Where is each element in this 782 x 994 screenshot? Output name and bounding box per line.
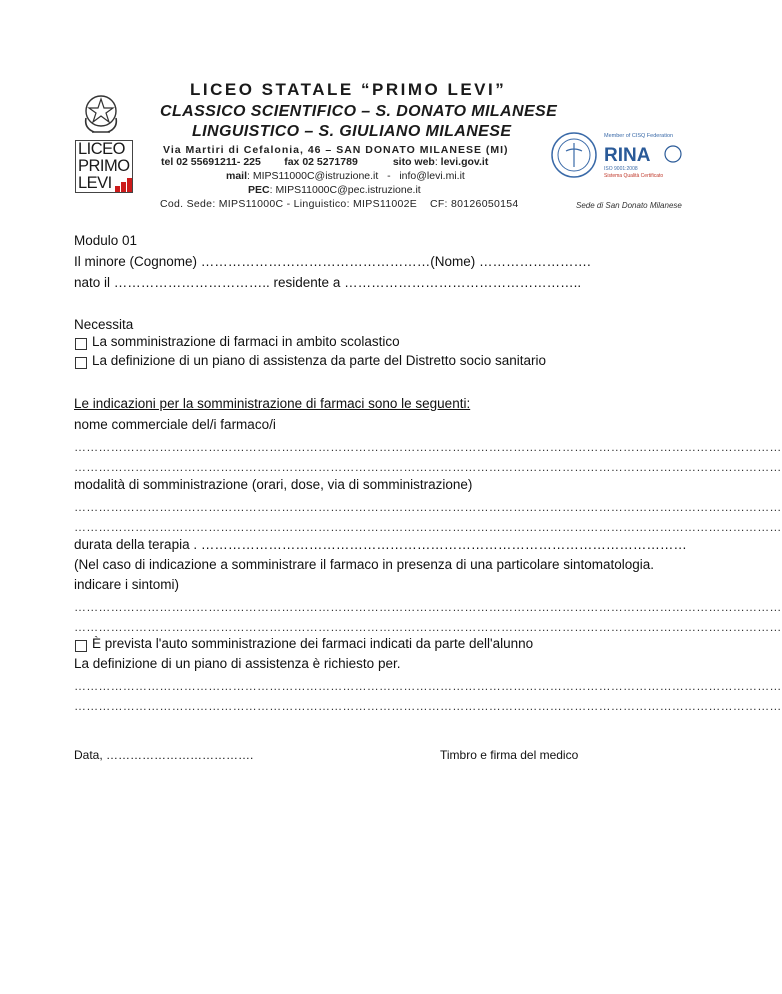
school-logo: LICEO PRIMO LEVI: [75, 140, 135, 194]
republic-emblem-icon: [80, 90, 122, 136]
minor-name-field: Il minore (Cognome) ……………………………………………(Nome) …………………….: [74, 254, 591, 269]
dotted-line: …………………………………………………………………………………………………………………………………………………………: [74, 440, 782, 454]
dotted-line: …………………………………………………………………………………………………………………………………………………………: [74, 699, 782, 713]
mail-line: mail: MIPS11000C@istruzione.it - info@levi.mi.it: [226, 170, 465, 182]
commercial-name-label: nome commerciale del/i farmaco/i: [74, 417, 276, 432]
contact-line: tel 02 55691211- 225 fax 02 5271789 sito web: levi.gov.it: [161, 156, 489, 168]
cert-caption-1: Member of CISQ Federation: [604, 133, 674, 139]
school-line-classico: CLASSICO SCIENTIFICO – S. DONATO MILANESE: [160, 103, 558, 120]
administration-mode-label: modalità di somministrazione (orari, dose, via di somministrazione): [74, 477, 473, 492]
logo-bars-icon: [115, 178, 133, 192]
school-line-linguistico: LINGUISTICO – S. GIULIANO MILANESE: [192, 123, 512, 140]
birth-residence-field: nato il …………………………….. residente a ……………………………………………..: [74, 275, 582, 290]
checkbox-school-administration[interactable]: [75, 338, 87, 350]
school-name: LICEO STATALE “PRIMO LEVI”: [190, 80, 507, 99]
sede-caption: Sede di San Donato Milanese: [576, 201, 682, 210]
module-number: Modulo 01: [74, 233, 138, 248]
checkbox-school-administration-label: La somministrazione di farmaci in ambito scolastico: [92, 334, 400, 349]
checkbox-self-administration-label: È prevista l'auto somministrazione dei farmaci indicati da parte dell'alunno: [92, 636, 534, 651]
school-address: Via Martiri di Cefalonia, 46 – SAN DONATO MILANESE (MI): [163, 144, 509, 156]
dotted-line: …………………………………………………………………………………………………………………………………………………………: [74, 600, 782, 614]
pec-line: PEC: MIPS11000C@pec.istruzione.it: [248, 184, 421, 196]
dotted-line: …………………………………………………………………………………………………………………………………………………………: [74, 500, 782, 514]
plan-requested-label: La definizione di un piano di assistenza è richiesto per.: [74, 656, 401, 671]
doctor-signature-label: Timbro e firma del medico: [440, 748, 579, 762]
indications-heading: Le indicazioni per la somministrazione di farmaci sono le seguenti:: [74, 396, 471, 411]
cert-caption-3: ISO 9001:2008: [604, 166, 638, 172]
dotted-line: …………………………………………………………………………………………………………………………………………………………: [74, 460, 782, 474]
necessita-label: Necessita: [74, 317, 134, 332]
dotted-line: …………………………………………………………………………………………………………………………………………………………: [74, 520, 782, 534]
therapy-duration-field: durata della terapia . ………………………………………………………………………………………………: [74, 537, 687, 552]
dotted-line: …………………………………………………………………………………………………………………………………………………………: [74, 679, 782, 693]
certification-logo: [546, 125, 686, 185]
checkbox-assistance-plan[interactable]: [75, 357, 87, 369]
symptoms-note-1: (Nel caso di indicazione a somministrare il farmaco in presenza di una particolare sintomatologia.: [74, 557, 655, 572]
date-field: Data, ……………………………….: [74, 748, 254, 762]
symptoms-note-2: indicare i sintomi): [74, 577, 180, 592]
cert-rina: RINA: [604, 145, 651, 166]
school-codes: Cod. Sede: MIPS11000C - Linguistico: MIPS11002E CF: 80126050154: [160, 198, 519, 210]
cert-caption-4: Sistema Qualità Certificato: [604, 173, 664, 179]
checkbox-self-administration[interactable]: [75, 640, 87, 652]
dotted-line: …………………………………………………………………………………………………………………………………………………………: [74, 620, 782, 634]
checkbox-assistance-plan-label: La definizione di un piano di assistenza da parte del Distretto socio sanitario: [92, 353, 547, 368]
